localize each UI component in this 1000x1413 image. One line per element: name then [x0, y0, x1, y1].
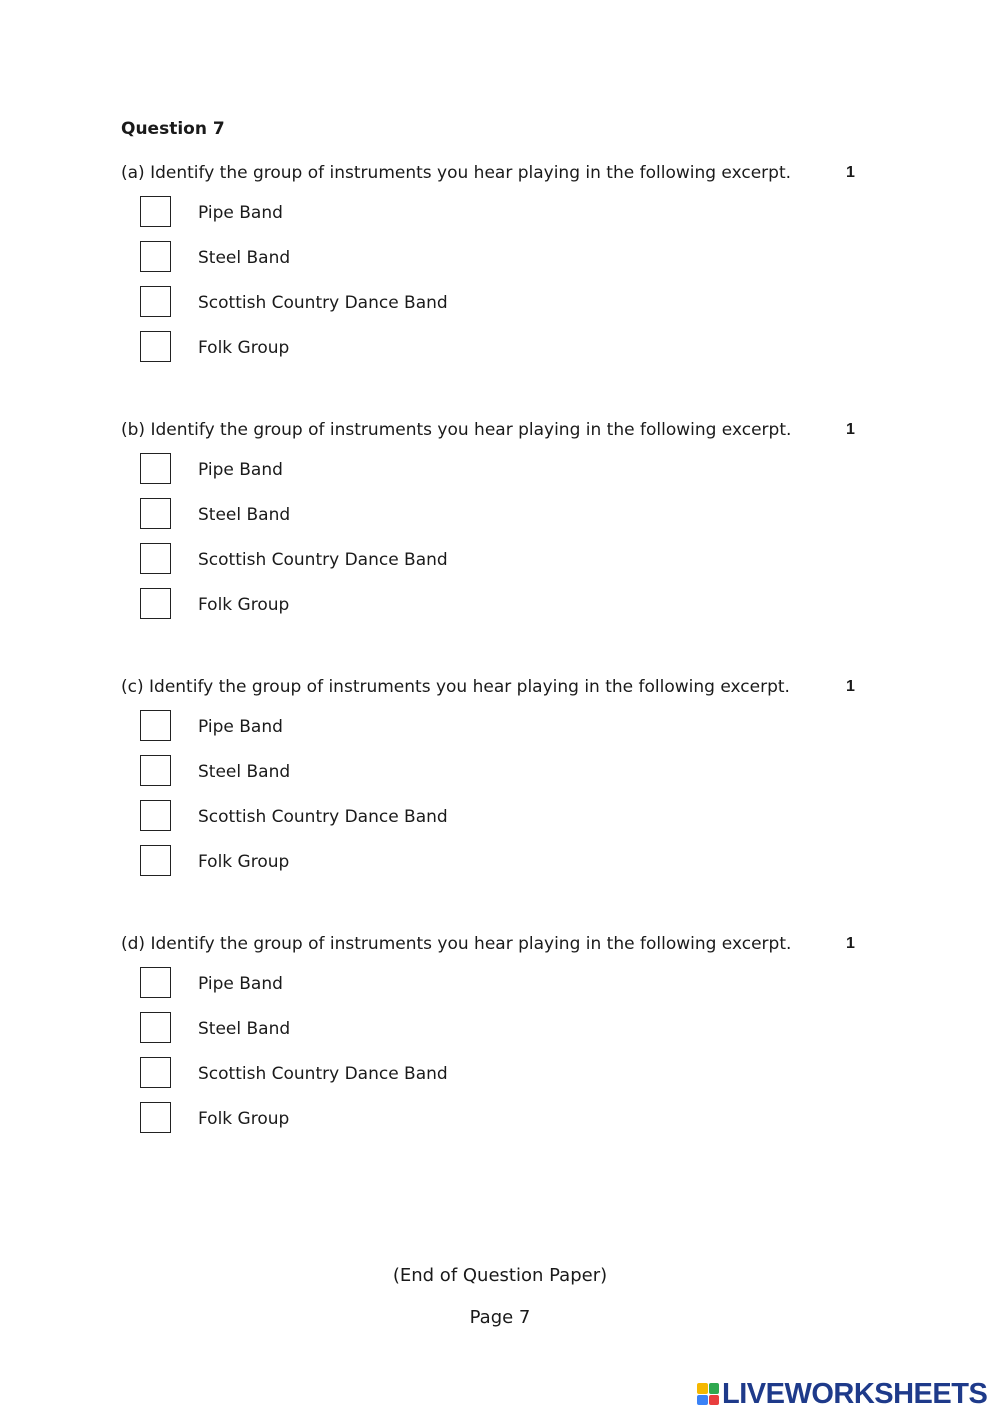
answer-checkbox[interactable]	[140, 453, 171, 484]
answer-checkbox[interactable]	[140, 1102, 171, 1133]
logo-icon-tile	[697, 1395, 708, 1406]
option-folk-group	[140, 1102, 540, 1136]
answer-checkbox[interactable]	[140, 196, 171, 227]
option-steel-band	[140, 498, 540, 532]
option-pipe-band	[140, 453, 540, 487]
option-label: Steel Band	[198, 248, 291, 268]
logo-icon-tile	[709, 1395, 720, 1406]
liveworksheets-icon	[697, 1383, 719, 1405]
logo-icon-tile	[697, 1383, 708, 1394]
option-label: Scottish Country Dance Band	[198, 807, 448, 827]
option-label: Pipe Band	[198, 460, 283, 480]
option-label: Folk Group	[198, 595, 290, 615]
option-steel-band	[140, 1012, 540, 1046]
part-prompt: (b) Identify the group of instruments you hear playing in the following excerpt.	[121, 420, 792, 440]
option-folk-group	[140, 845, 540, 879]
option-label: Scottish Country Dance Band	[198, 1064, 448, 1084]
option-label: Steel Band	[198, 1019, 291, 1039]
answer-checkbox[interactable]	[140, 800, 171, 831]
logo-icon-tile	[709, 1383, 720, 1394]
option-label: Folk Group	[198, 1109, 290, 1129]
marks-value: 1	[846, 164, 855, 181]
question-title: Question 7	[121, 119, 225, 139]
liveworksheets-logo[interactable]	[697, 1377, 987, 1411]
option-scottish-country-dance-band	[140, 800, 540, 834]
answer-checkbox[interactable]	[140, 710, 171, 741]
part-prompt: (d) Identify the group of instruments you hear playing in the following excerpt.	[121, 934, 792, 954]
answer-checkbox[interactable]	[140, 845, 171, 876]
option-scottish-country-dance-band	[140, 543, 540, 577]
option-folk-group	[140, 331, 540, 365]
option-label: Folk Group	[198, 852, 290, 872]
part-prompt: (c) Identify the group of instruments you hear playing in the following excerpt.	[121, 677, 790, 697]
option-pipe-band	[140, 710, 540, 744]
option-folk-group	[140, 588, 540, 622]
answer-checkbox[interactable]	[140, 755, 171, 786]
option-pipe-band	[140, 196, 540, 230]
answer-checkbox[interactable]	[140, 1012, 171, 1043]
option-steel-band	[140, 241, 540, 275]
answer-checkbox[interactable]	[140, 331, 171, 362]
marks-value: 1	[846, 678, 855, 695]
logo-text: LIVEWORKSHEETS	[722, 1377, 988, 1410]
option-label: Folk Group	[198, 338, 290, 358]
option-steel-band	[140, 755, 540, 789]
answer-checkbox[interactable]	[140, 1057, 171, 1088]
end-of-paper-note: (End of Question Paper)	[392, 1265, 608, 1286]
answer-checkbox[interactable]	[140, 967, 171, 998]
option-label: Scottish Country Dance Band	[198, 293, 448, 313]
option-label: Pipe Band	[198, 203, 283, 223]
option-label: Steel Band	[198, 505, 291, 525]
answer-checkbox[interactable]	[140, 286, 171, 317]
option-scottish-country-dance-band	[140, 1057, 540, 1091]
part-prompt: (a) Identify the group of instruments you hear playing in the following excerpt.	[121, 163, 792, 183]
answer-checkbox[interactable]	[140, 241, 171, 272]
option-pipe-band	[140, 967, 540, 1001]
answer-checkbox[interactable]	[140, 498, 171, 529]
answer-checkbox[interactable]	[140, 588, 171, 619]
marks-value: 1	[846, 935, 855, 952]
option-scottish-country-dance-band	[140, 286, 540, 320]
answer-checkbox[interactable]	[140, 543, 171, 574]
option-label: Pipe Band	[198, 717, 283, 737]
option-label: Scottish Country Dance Band	[198, 550, 448, 570]
option-label: Pipe Band	[198, 974, 283, 994]
option-label: Steel Band	[198, 762, 291, 782]
page-number: Page 7	[469, 1307, 531, 1328]
marks-value: 1	[846, 421, 855, 438]
